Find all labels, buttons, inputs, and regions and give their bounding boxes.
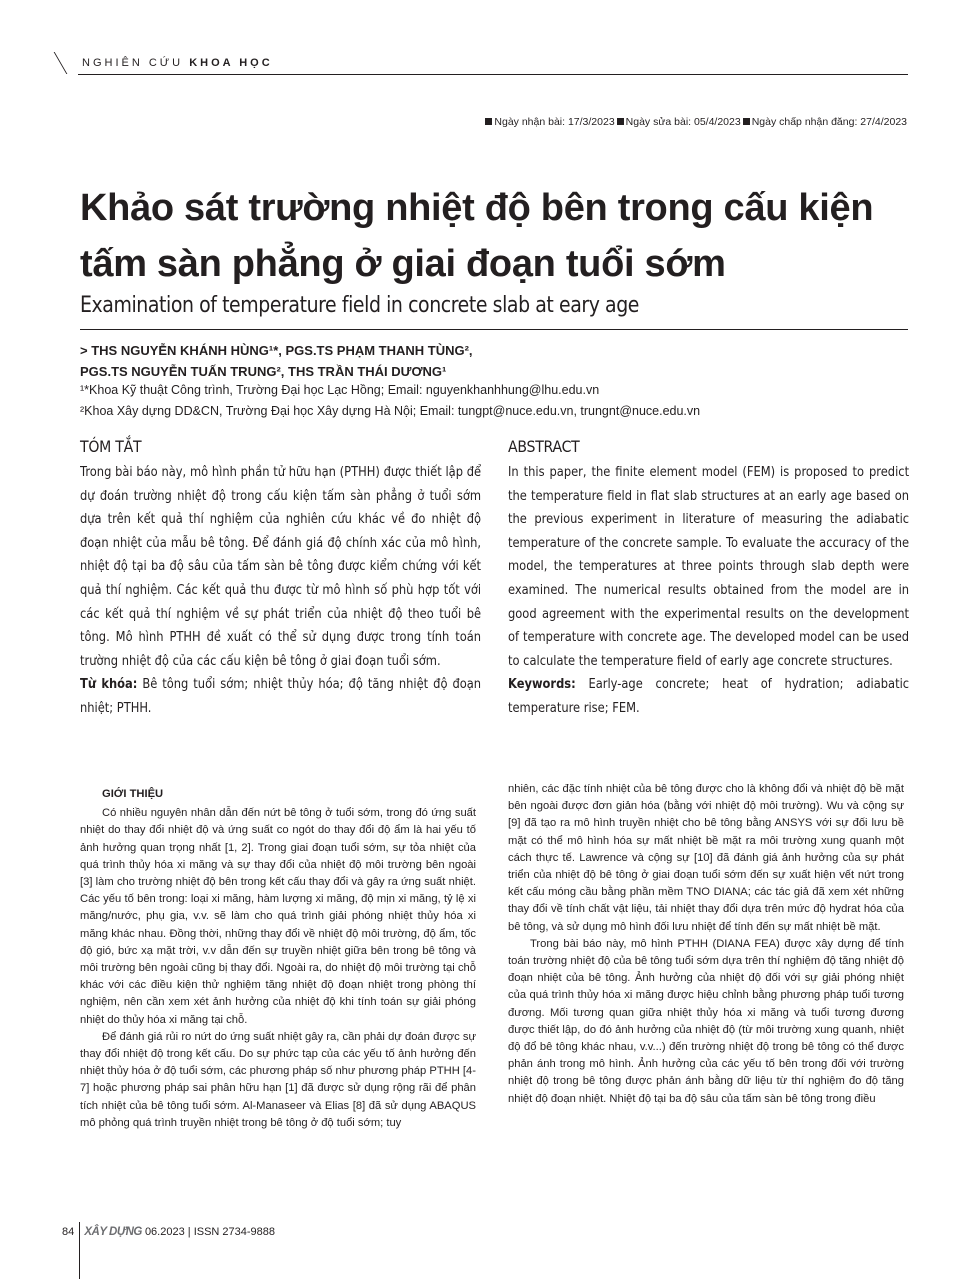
abstract-en-text: In this paper, the finite element model (FEM) is proposed to predict the temperature field in flat slab structures at an early age based on the previous experiment in literature of measuring the adiabatic temperature of the concrete sample. To evaluate the accuracy of the model, the temperatures at three points through slab depth were examined. The numerical results obtained from the model are in good agreement with the experimental results on the development of temperature with concrete age. The developed model can be used to calculate the temperature field of early age concrete structures.	[508, 465, 910, 669]
issn: ISSN 2734-9888	[193, 1226, 276, 1238]
bullet-square-icon	[485, 118, 492, 125]
page-footer	[62, 1226, 275, 1238]
intro-heading: GIỚI THIỆU	[102, 788, 164, 800]
abstract-vi-text: Trong bài báo này, mô hình phần tử hữu hạn (PTHH) được thiết lập để dự đoán trường nhiệt độ trong cấu kiện tấm sàn phẳng ở tuổi sớm dựa trên kết quả thí nghiệm của nghiên cứu khác về đo nhiệt độ đoạn nhiệt của mẫu bê tông. Để đánh giá độ chính xác của mô hình, nhiệt độ tại ba độ sâu của tấm sàn bê tông được kiểm chứng với kết quả thí nghiệm. Các kết quả thu được từ mô hình số phù hợp tốt với các kết quả thí nghiệm về sự phát triển của nhiệt độ theo tuổi bê tông. Mô hình PTHH đề xuất có thể sử dụng được trong tính toán trường nhiệt độ của các cấu kiện bê tông ở giai đoạn tuổi sớm.	[80, 465, 482, 669]
authors-line-1: > THS NGUYỄN KHÁNH HÙNG¹*, PGS.TS PHẠM THANH TÙNG²,	[80, 343, 473, 358]
keywords-vi-label: Từ khóa:	[80, 677, 138, 693]
affiliation-2: ²Khoa Xây dựng DD&CN, Trường Đại học Xây dựng Hà Nội; Email: tungpt@nuce.edu.vn, trungnt@nuce.edu.vn	[80, 404, 701, 418]
intro-paragraph-1: Có nhiều nguyên nhân dẫn đến nứt bê tông ở tuổi sớm, trong đó ứng suất nhiệt do thay đổi nhiệt độ và ứng suất co ngót do thay đổi độ ẩm là hai yếu tố ảnh hưởng quan trọng nhất [1, 2]. Trong giai đoạn tuổi sớm, sự tỏa nhiệt của quá trình thủy hóa xi măng và sự thay đổi của nhiệt độ môi trường bên ngoài [3] làm cho trường nhiệt độ bên trong kết cấu thay đổi và gây ra ứng suất nhiệt. Các yếu tố bên trong: loại xi măng, hàm lượng xi măng, độ mịn xi măng, tỷ lệ xi măng/nước, phụ gia, v.v. sẽ làm cho quá trình giải phóng nhiệt thủy hóa xi măng khác nhau. Đồng thời, những thay đổi về nhiệt độ môi trường, độ ẩm, tốc độ gió, bức xạ mặt trời, v.v dẫn đến sự truyền nhiệt giữa bên trong bê tông và môi trường bên ngoài cũng bị thay đổi. Ngoài ra, do nhiệt độ môi trường tại chỗ khác với các điều kiện thử nghiệm tăng nhiệt độ đoạn nhiệt trong phòng thí nghiệm, nên cần xem xét ảnh hưởng của nhiệt độ khi tính toán sự giải phóng nhiệt do thủy hóa xi măng tại chỗ.	[80, 807, 476, 1026]
affiliation-1: ¹*Khoa Kỹ thuật Công trình, Trường Đại học Lạc Hồng; Email: nguyenkhanhhung@lhu.edu.vn	[80, 383, 600, 397]
section-label-prefix: NGHIÊN CỨU	[82, 57, 190, 69]
title-line-2: tấm sàn phẳng ở giai đoạn tuổi sớm	[80, 243, 726, 285]
date-revised: Ngày sửa bài: 05/4/2023	[625, 116, 741, 128]
body-column-left	[80, 786, 476, 1186]
section-label-bold: KHOA HỌC	[189, 57, 273, 69]
english-title: Examination of temperature field in concrete slab at eary age	[80, 293, 640, 318]
issue-date: 06.2023	[144, 1226, 185, 1238]
submission-dates	[483, 116, 907, 128]
article-title	[80, 180, 910, 292]
abstract-en-block	[508, 461, 910, 721]
intro-paragraph-4: Trong bài báo này, mô hình PTHH (DIANA FEA) được xây dựng để tính toán trường nhiệt độ của bê tông tuổi sớm dựa trên thí nghiệm độ tăng nhiệt độ đoạn nhiệt của bê tông. Ảnh hưởng của nhiệt độ đối với sự giải phóng nhiệt của quá trình thủy hóa xi măng được hiệu chỉnh bằng phương pháp tuổi tương đương. Mối tương quan giữa nhiệt thủy hóa xi măng và tuổi tương đương được thiết lập, do đó ảnh hưởng của nhiệt độ (từ môi trường xung quanh, nhiệt độ đổ bê tông khác nhau, v.v...) đến trường nhiệt độ trong bê tông có thể được phản ánh trong mô hình. Ảnh hưởng của các yếu tố bên trong đối với trường nhiệt độ trong bê tông được phản ánh bằng dữ liệu từ thí nghiệm đo độ tăng nhiệt độ đoạn nhiệt. Nhiệt độ tại ba độ sâu của tấm sàn bê tông trong điều	[508, 937, 904, 1105]
date-accepted: Ngày chấp nhận đăng: 27/4/2023	[751, 116, 907, 128]
keywords-en-label: Keywords:	[508, 677, 576, 693]
abstract-vi-block	[80, 461, 482, 721]
authors-line-2: PGS.TS NGUYỄN TUẤN TRUNG², THS TRẦN THÁI DƯƠNG¹	[80, 364, 447, 379]
keywords-en	[508, 673, 909, 720]
section-label	[82, 57, 273, 69]
header-slash-mark	[54, 52, 82, 74]
body-column-right	[508, 781, 904, 1186]
abstract-en-heading: ABSTRACT	[508, 437, 580, 456]
bullet-square-icon	[743, 118, 750, 125]
keywords-vi-text: Bê tông tuổi sớm; nhiệt thủy hóa; độ tăng nhiệt độ đoạn nhiệt; PTHH.	[80, 677, 482, 716]
abstract-vi-heading: TÓM TẮT	[80, 437, 142, 456]
footer-separator: |	[187, 1226, 191, 1238]
affiliations	[80, 380, 910, 422]
keywords-vi	[80, 673, 481, 720]
magazine-brand: XÂY DỰNG	[84, 1226, 142, 1238]
title-line-1: Khảo sát trường nhiệt độ bên trong cấu kiện	[80, 187, 874, 229]
header-rule	[78, 74, 908, 75]
author-list	[80, 340, 910, 382]
title-rule	[80, 329, 908, 330]
page-number: 84	[62, 1226, 75, 1238]
date-received: Ngày nhận bài: 17/3/2023	[494, 116, 615, 128]
bullet-square-icon	[617, 118, 624, 125]
keywords-en-text: Early-age concrete; heat of hydration; adiabatic temperature rise; FEM.	[508, 677, 910, 716]
intro-paragraph-2: Để đánh giá rủi ro nứt do ứng suất nhiệt gây ra, cần phải dự đoán được sự thay đổi nhiệt độ trong kết cấu. Do sự phức tạp của các yếu tố ảnh hưởng đến nhiệt thủy hóa ở độ tuổi sớm, các phương pháp số như phương pháp PTHH [4-7] hoặc phương pháp sai phân hữu hạn [1] đã được sử dụng rộng rãi để phân tích nhiệt của bê tông tuổi sớm. Al-Manaseer và Elias [8] đã sử dụng ABAQUS mô phỏng quá trình truyền nhiệt trong bê tông ở độ tuổi sớm; tuy	[80, 1030, 476, 1129]
intro-paragraph-3: nhiên, các đặc tính nhiệt của bê tông được cho là không đổi và nhiệt độ bề mặt bên ngoài được đơn giản hóa (bằng với nhiệt độ môi trường). Wu và cộng sự [9] đã tạo ra mô hình truyền nhiệt cho bê tông bằng ANSYS với sự đối lưu bề mặt có thể mô hình hóa sự mất nhiệt bề mặt ra môi trường xung quanh một cách thực tế. Lawrence và cộng sự [10] đã đánh giá ảnh hưởng của sự phát triển của nhiệt độ bê tông ở giai đoạn tuổi sớm đến sự xuất hiện vết nứt trong kết cấu móng cầu bằng phần mềm TNO DIANA; các tác giả đã xem xét những thay đổi về tính chất vật liệu, tải nhiệt thay đổi dựa trên mức độ hydrat hóa của bê tông, và sử dụng mô hình đối lưu nhiệt để tính đến sự mất nhiệt bề mặt.	[508, 783, 904, 933]
